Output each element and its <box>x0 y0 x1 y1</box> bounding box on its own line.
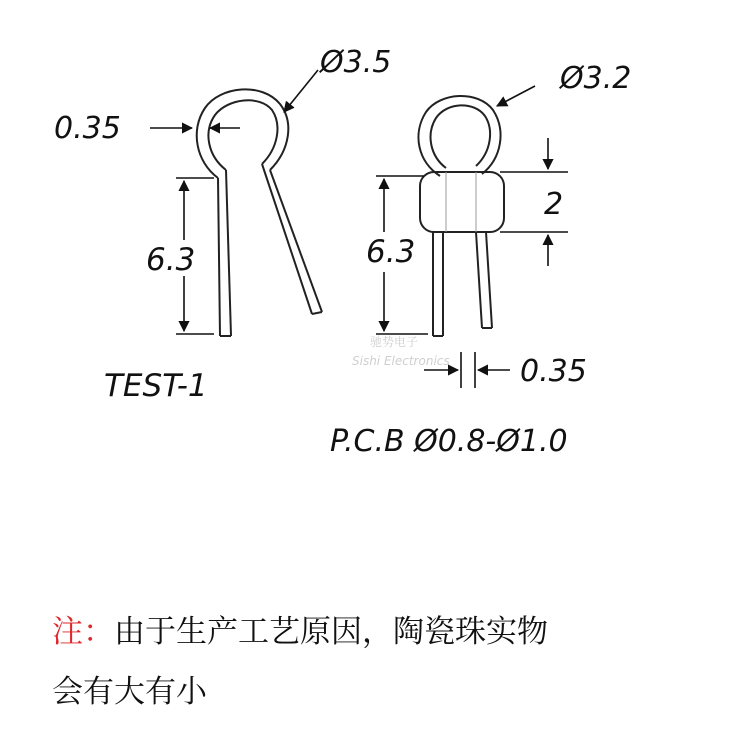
left-test-point <box>197 89 322 336</box>
left-angled-leg-a <box>262 164 312 314</box>
watermark-cn: 驰势电子 <box>370 335 419 349</box>
watermark-en: Sishi Electronics <box>352 354 450 368</box>
right-leg-2a <box>476 232 482 328</box>
right-bead-height-label: 2 <box>544 187 564 222</box>
left-straight-leg-b <box>226 170 231 336</box>
note-line2-text: 会有大有小 <box>52 674 207 710</box>
note-line1-text: 由于生产工艺原因，陶瓷珠实物 <box>114 614 548 650</box>
pcb-hole-label: P.C.B Ø0.8-Ø1.0 <box>330 424 568 459</box>
right-ring-diameter-label: Ø3.2 <box>560 61 632 96</box>
right-test-point <box>418 96 504 336</box>
left-angled-leg-b <box>270 170 322 312</box>
note-prefix: 注： <box>52 614 114 650</box>
ceramic-bead <box>420 172 504 232</box>
right-leg-2b <box>486 232 492 328</box>
left-ring-diameter-label: Ø3.5 <box>320 45 392 80</box>
left-ring-outer <box>197 89 289 178</box>
left-height-label: 6.3 <box>146 242 196 278</box>
left-ring-inner <box>208 100 277 170</box>
right-ring-inner <box>431 105 491 168</box>
right-diameter-leader <box>497 86 535 106</box>
left-diameter-leader <box>284 70 318 112</box>
left-wire-thickness-label: 0.35 <box>54 111 121 146</box>
left-angled-leg-end <box>312 312 322 314</box>
left-straight-leg-a <box>218 178 220 336</box>
right-wire-thickness-label: 0.35 <box>520 354 587 389</box>
production-note-line2 <box>52 672 207 712</box>
left-name-label: TEST-1 <box>104 368 208 404</box>
production-note-line1 <box>52 612 548 652</box>
right-height-label: 6.3 <box>366 234 416 270</box>
left-dimensions <box>150 70 318 334</box>
